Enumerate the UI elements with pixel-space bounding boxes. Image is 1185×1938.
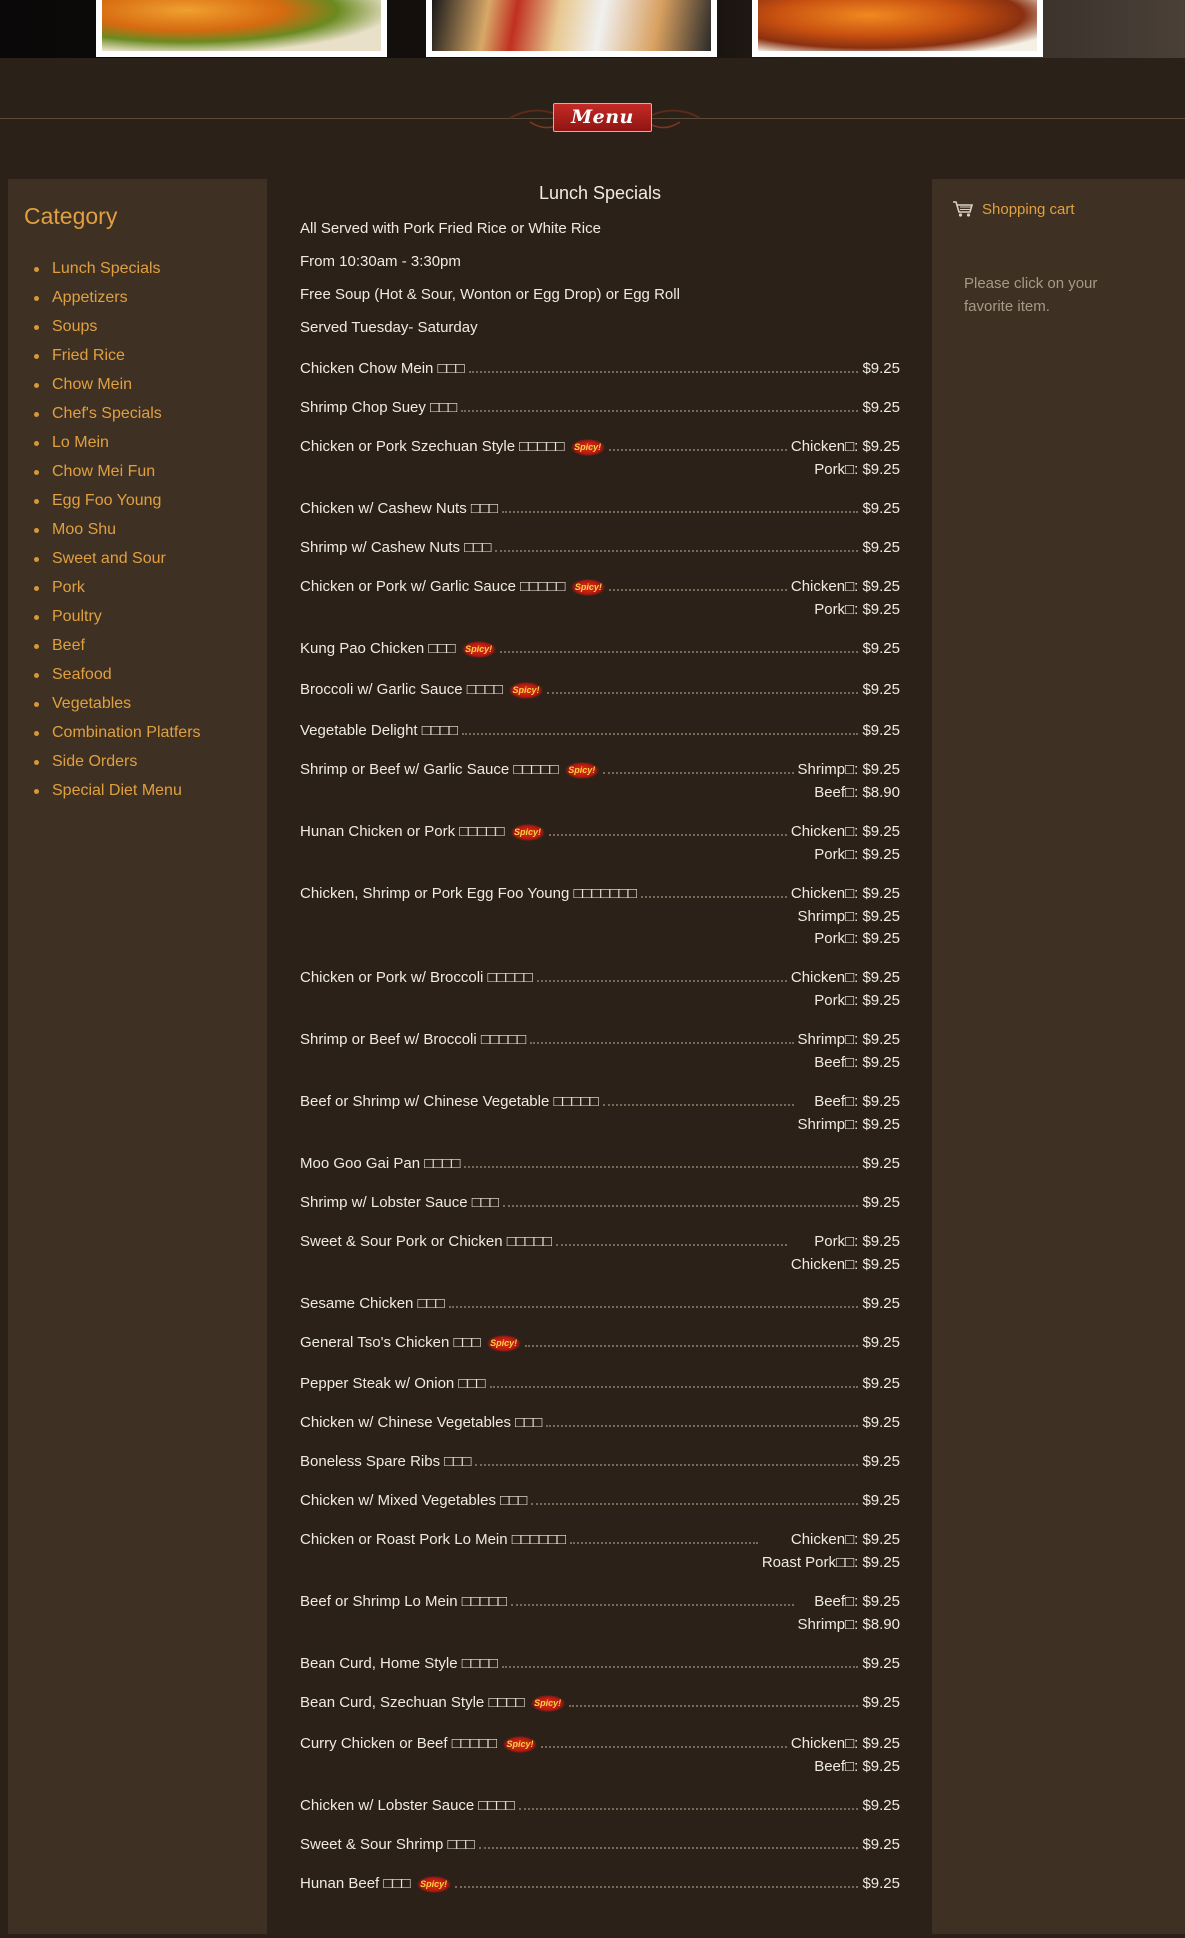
menu-item-name-wrap bbox=[300, 1231, 552, 1253]
menu-item-name-wrap bbox=[300, 1490, 527, 1512]
menu-item-row[interactable] bbox=[300, 498, 900, 537]
menu-item-price[interactable]: $9.25 bbox=[862, 1194, 900, 1211]
menu-item-prices bbox=[862, 358, 900, 381]
menu-item-price[interactable]: $9.25 bbox=[862, 722, 900, 739]
menu-item-row[interactable] bbox=[300, 1834, 900, 1873]
menu-item-name[interactable]: Broccoli w/ Garlic Sauce □□□□ bbox=[300, 681, 503, 698]
category-item[interactable]: Pork bbox=[32, 576, 201, 605]
menu-item-prices bbox=[862, 1332, 900, 1355]
menu-item-price[interactable]: $9.25 bbox=[862, 1655, 900, 1672]
dot-leader bbox=[464, 1153, 858, 1168]
menu-item-prices bbox=[862, 1692, 900, 1715]
menu-item-name[interactable]: Beef or Shrimp w/ Chinese Vegetable □□□□□ bbox=[300, 1093, 599, 1110]
menu-item-price[interactable]: $9.25 bbox=[862, 681, 900, 698]
menu-item-price[interactable]: Chicken□: $9.25 bbox=[790, 1531, 900, 1548]
spicy-badge-icon: Spicy! bbox=[509, 682, 543, 699]
dot-leader bbox=[461, 397, 858, 412]
menu-item-prices bbox=[791, 967, 900, 1012]
menu-item-price[interactable]: $9.25 bbox=[862, 1155, 900, 1172]
category-item[interactable]: Poultry bbox=[32, 605, 201, 634]
menu-item-prices bbox=[862, 1873, 900, 1896]
menu-item-row[interactable] bbox=[300, 537, 900, 576]
menu-item-name[interactable]: Chicken w/ Chinese Vegetables □□□ bbox=[300, 1414, 543, 1431]
menu-item-prices bbox=[798, 1029, 900, 1074]
menu-item-prices bbox=[862, 1412, 900, 1435]
menu-item-name-wrap bbox=[300, 1373, 486, 1395]
menu-item-price[interactable]: $9.25 bbox=[862, 360, 900, 377]
menu-item-row[interactable] bbox=[300, 1412, 900, 1451]
menu-item-price[interactable]: Pork□: $9.25 bbox=[814, 930, 900, 947]
intro-line: All Served with Pork Fried Rice or White Rice bbox=[300, 220, 601, 237]
menu-item-name[interactable]: Hunan Chicken or Pork □□□□□ bbox=[300, 823, 505, 840]
menu-main bbox=[275, 179, 930, 1934]
menu-item-price[interactable]: $9.25 bbox=[862, 1453, 900, 1470]
dot-leader bbox=[462, 720, 858, 735]
menu-item-price[interactable]: Chicken□: $9.25 bbox=[790, 823, 900, 840]
menu-item-name-wrap bbox=[300, 1029, 526, 1051]
menu-item-price[interactable]: Chicken□: $9.25 bbox=[790, 1735, 900, 1752]
category-item[interactable]: Special Diet Menu bbox=[32, 779, 201, 808]
menu-item-name[interactable]: Pepper Steak w/ Onion □□□ bbox=[300, 1375, 486, 1392]
menu-item-price[interactable]: $9.25 bbox=[862, 1492, 900, 1509]
spicy-badge-icon: Spicy! bbox=[565, 762, 599, 779]
intro-notes bbox=[300, 219, 680, 351]
menu-item-price[interactable]: Beef□: $9.25 bbox=[814, 1053, 900, 1071]
menu-item-price[interactable]: Roast Pork□□: $9.25 bbox=[761, 1553, 900, 1571]
menu-item-price[interactable]: Beef□: $9.25 bbox=[814, 1593, 900, 1610]
dot-leader bbox=[525, 1332, 859, 1347]
dot-leader bbox=[549, 821, 787, 836]
menu-item-price[interactable]: $9.25 bbox=[862, 1375, 900, 1392]
menu-item-name-wrap bbox=[300, 1591, 507, 1613]
menu-item-prices bbox=[798, 759, 900, 804]
menu-item-prices bbox=[862, 638, 900, 661]
menu-item-name-wrap bbox=[300, 1153, 460, 1175]
menu-item-name[interactable]: Kung Pao Chicken □□□ bbox=[300, 640, 456, 657]
category-item[interactable]: Chow Mei Fun bbox=[32, 460, 201, 489]
spicy-badge-icon: Spicy! bbox=[531, 1695, 565, 1712]
menu-item-name-wrap bbox=[300, 883, 637, 905]
menu-item-row[interactable] bbox=[300, 1873, 900, 1912]
menu-item-name[interactable]: Chicken w/ Mixed Vegetables □□□ bbox=[300, 1492, 528, 1509]
category-item[interactable]: Seafood bbox=[32, 663, 201, 692]
menu-item-name[interactable]: Vegetable Delight □□□□ bbox=[300, 722, 458, 739]
dot-leader bbox=[603, 1091, 794, 1106]
menu-item-name[interactable]: Bean Curd, Home Style □□□□ bbox=[300, 1655, 498, 1672]
menu-badge: Menu bbox=[553, 103, 652, 132]
dot-leader bbox=[502, 1653, 858, 1668]
menu-item-price[interactable]: Shrimp□: $9.25 bbox=[797, 1115, 900, 1133]
menu-item-name[interactable]: Chicken or Pork w/ Garlic Sauce □□□□□ bbox=[300, 578, 566, 595]
spicy-badge-icon: Spicy! bbox=[417, 1876, 451, 1893]
dot-leader bbox=[531, 1490, 858, 1505]
category-item[interactable]: Lo Mein bbox=[32, 431, 201, 460]
menu-item-prices bbox=[862, 1192, 900, 1215]
dot-leader bbox=[511, 1591, 794, 1606]
dot-leader bbox=[503, 1192, 859, 1207]
menu-item-name[interactable]: Shrimp or Beef w/ Garlic Sauce □□□□□ bbox=[300, 761, 559, 778]
menu-item-name[interactable]: Sweet & Sour Shrimp □□□ bbox=[300, 1836, 475, 1853]
menu-item-name-wrap bbox=[300, 1873, 451, 1895]
shopping-cart-panel bbox=[932, 179, 1185, 1934]
menu-item-name[interactable]: Beef or Shrimp Lo Mein □□□□□ bbox=[300, 1593, 508, 1610]
dot-leader bbox=[541, 1733, 787, 1748]
menu-item-name[interactable]: Chicken w/ Cashew Nuts □□□ bbox=[300, 500, 499, 517]
menu-item-row[interactable] bbox=[300, 967, 900, 1029]
menu-item-name[interactable]: Shrimp or Beef w/ Broccoli □□□□□ bbox=[300, 1031, 527, 1048]
menu-item-row[interactable] bbox=[300, 1373, 900, 1412]
menu-item-price[interactable]: Shrimp□: $9.25 bbox=[797, 907, 900, 925]
menu-item-price[interactable]: Chicken□: $9.25 bbox=[790, 885, 900, 902]
menu-item-row[interactable] bbox=[300, 1153, 900, 1192]
category-sidebar bbox=[8, 179, 267, 1934]
menu-item-prices bbox=[862, 1795, 900, 1818]
menu-item-price[interactable]: Beef□: $9.25 bbox=[814, 1757, 900, 1775]
menu-item-name-wrap bbox=[300, 1293, 445, 1315]
menu-item-name[interactable]: Shrimp w/ Cashew Nuts □□□ bbox=[300, 539, 492, 556]
menu-item-prices bbox=[791, 821, 900, 866]
menu-item-name[interactable]: Shrimp Chop Suey □□□ bbox=[300, 399, 458, 416]
menu-item-price[interactable]: $9.25 bbox=[862, 1334, 900, 1351]
menu-item-name-wrap bbox=[300, 576, 605, 598]
menu-item-row[interactable] bbox=[300, 883, 900, 967]
dot-leader bbox=[455, 1873, 859, 1888]
menu-item-row[interactable] bbox=[300, 1451, 900, 1490]
menu-item-row[interactable] bbox=[300, 1293, 900, 1332]
menu-item-name-wrap bbox=[300, 1834, 475, 1856]
menu-item-row[interactable] bbox=[300, 1692, 900, 1733]
dot-leader bbox=[530, 1029, 793, 1044]
dot-leader bbox=[519, 1795, 859, 1810]
spicy-badge-icon: Spicy! bbox=[511, 824, 545, 841]
photo-noodles bbox=[96, 0, 387, 57]
shopping-cart-title: Shopping cart bbox=[982, 200, 1075, 218]
menu-item-prices bbox=[862, 1451, 900, 1474]
menu-item-row[interactable] bbox=[300, 821, 900, 883]
menu-item-name[interactable]: Chicken or Pork w/ Broccoli □□□□□ bbox=[300, 969, 533, 986]
menu-item-prices bbox=[791, 883, 900, 951]
menu-item-name[interactable]: Hunan Beef □□□ bbox=[300, 1875, 411, 1892]
section-title: Lunch Specials bbox=[538, 183, 662, 203]
menu-item-prices bbox=[791, 1733, 900, 1778]
category-list bbox=[32, 257, 201, 808]
menu-item-price[interactable]: Shrimp□: $9.25 bbox=[797, 761, 900, 778]
menu-item-price[interactable]: Beef□: $8.90 bbox=[814, 783, 900, 801]
dot-leader bbox=[569, 1692, 859, 1707]
intro-line: Free Soup (Hot & Sour, Wonton or Egg Drop) or Egg Roll bbox=[300, 286, 680, 303]
menu-item-prices bbox=[762, 1529, 900, 1574]
category-item[interactable]: Vegetables bbox=[32, 692, 201, 721]
menu-item-name[interactable]: Shrimp w/ Lobster Sauce □□□ bbox=[300, 1194, 499, 1211]
dot-leader bbox=[479, 1834, 859, 1849]
menu-item-name[interactable]: Boneless Spare Ribs □□□ bbox=[300, 1453, 472, 1470]
menu-item-prices bbox=[862, 720, 900, 743]
menu-item-prices bbox=[791, 436, 900, 481]
menu-item-row[interactable] bbox=[300, 576, 900, 638]
menu-item-row[interactable] bbox=[300, 397, 900, 436]
dot-leader bbox=[500, 638, 859, 653]
photo-chicken bbox=[752, 0, 1043, 57]
menu-item-row[interactable] bbox=[300, 1192, 900, 1231]
menu-item-price[interactable]: Pork□: $9.25 bbox=[814, 460, 900, 478]
menu-item-name-wrap bbox=[300, 1653, 498, 1675]
menu-item-price[interactable]: Pork□: $9.25 bbox=[814, 1233, 900, 1250]
dot-leader bbox=[556, 1231, 787, 1246]
photo-egg-rolls bbox=[426, 0, 717, 57]
dot-leader bbox=[449, 1293, 859, 1308]
dot-leader bbox=[609, 436, 787, 451]
menu-item-price[interactable]: $9.25 bbox=[862, 539, 900, 556]
menu-item-name-wrap bbox=[300, 1529, 566, 1551]
menu-item-price[interactable]: Pork□: $9.25 bbox=[814, 845, 900, 863]
category-item[interactable]: Sweet and Sour bbox=[32, 547, 201, 576]
menu-item-name-wrap bbox=[300, 1795, 515, 1817]
menu-item-row[interactable] bbox=[300, 358, 900, 397]
menu-item-price[interactable]: $9.25 bbox=[862, 1797, 900, 1814]
menu-item-price[interactable]: $9.25 bbox=[862, 1875, 900, 1892]
menu-item-name[interactable]: Chicken w/ Lobster Sauce □□□□ bbox=[300, 1797, 515, 1814]
category-item[interactable]: Side Orders bbox=[32, 750, 201, 779]
dot-leader bbox=[502, 498, 858, 513]
menu-item-price[interactable]: Pork□: $9.25 bbox=[814, 600, 900, 618]
menu-item-prices bbox=[862, 537, 900, 560]
menu-item-name-wrap bbox=[300, 967, 533, 989]
menu-item-name-wrap bbox=[300, 358, 465, 380]
menu-item-prices bbox=[862, 1834, 900, 1857]
menu-item-list bbox=[300, 358, 900, 1912]
menu-item-name[interactable]: Chicken Chow Mein □□□ bbox=[300, 360, 465, 377]
menu-item-prices bbox=[862, 679, 900, 702]
shopping-cart-header[interactable] bbox=[952, 200, 1075, 218]
menu-item-prices bbox=[791, 1231, 900, 1276]
dot-leader bbox=[469, 358, 859, 373]
menu-item-name[interactable]: General Tso's Chicken □□□ bbox=[300, 1334, 481, 1351]
menu-item-name-wrap bbox=[300, 1091, 599, 1113]
category-item[interactable]: Fried Rice bbox=[32, 344, 201, 373]
menu-item-row[interactable] bbox=[300, 1029, 900, 1091]
menu-item-name-wrap bbox=[300, 1192, 499, 1214]
menu-item-name-wrap bbox=[300, 1332, 521, 1354]
menu-item-name-wrap bbox=[300, 1451, 471, 1473]
menu-item-price[interactable]: Pork□: $9.25 bbox=[814, 991, 900, 1009]
category-item[interactable]: Soups bbox=[32, 315, 201, 344]
menu-item-row[interactable] bbox=[300, 1490, 900, 1529]
menu-item-price[interactable]: Chicken□: $9.25 bbox=[790, 969, 900, 986]
menu-item-name-wrap bbox=[300, 821, 545, 843]
menu-item-price[interactable]: $9.25 bbox=[862, 399, 900, 416]
spicy-badge-icon: Spicy! bbox=[503, 1736, 537, 1753]
spicy-badge-icon: Spicy! bbox=[571, 579, 605, 596]
category-item[interactable]: Egg Foo Young bbox=[32, 489, 201, 518]
menu-item-price[interactable]: Chicken□: $9.25 bbox=[790, 578, 900, 595]
menu-item-name[interactable]: Moo Goo Gai Pan □□□□ bbox=[300, 1155, 461, 1172]
menu-item-name[interactable]: Sesame Chicken □□□ bbox=[300, 1295, 445, 1312]
menu-item-price[interactable]: $9.25 bbox=[862, 1295, 900, 1312]
dot-leader bbox=[547, 679, 858, 694]
menu-item-row[interactable] bbox=[300, 1332, 900, 1373]
menu-item-row[interactable] bbox=[300, 1795, 900, 1834]
menu-item-name-wrap bbox=[300, 638, 496, 660]
menu-item-row[interactable] bbox=[300, 436, 900, 498]
dot-leader bbox=[475, 1451, 858, 1466]
dot-leader bbox=[570, 1529, 758, 1544]
dot-leader bbox=[537, 967, 787, 982]
dot-leader bbox=[641, 883, 787, 898]
menu-item-name[interactable]: Chicken, Shrimp or Pork Egg Foo Young □□□□□□□ bbox=[300, 885, 637, 902]
intro-line: From 10:30am - 3:30pm bbox=[300, 253, 461, 270]
menu-item-prices bbox=[862, 1373, 900, 1396]
menu-item-prices bbox=[791, 576, 900, 621]
menu-item-name-wrap bbox=[300, 498, 498, 520]
menu-item-price[interactable]: Beef□: $9.25 bbox=[814, 1093, 900, 1110]
menu-item-row[interactable] bbox=[300, 1091, 900, 1153]
menu-item-row[interactable] bbox=[300, 720, 900, 759]
menu-item-row[interactable] bbox=[300, 1733, 900, 1795]
category-item[interactable]: Moo Shu bbox=[32, 518, 201, 547]
dot-leader bbox=[546, 1412, 858, 1427]
menu-item-price[interactable]: $9.25 bbox=[862, 500, 900, 517]
spicy-badge-icon: Spicy! bbox=[487, 1335, 521, 1352]
menu-item-price[interactable]: Shrimp□: $9.25 bbox=[797, 1031, 900, 1048]
category-item[interactable]: Chef's Specials bbox=[32, 402, 201, 431]
menu-item-prices bbox=[862, 397, 900, 420]
menu-item-name-wrap bbox=[300, 1412, 542, 1434]
menu-item-price[interactable]: $9.25 bbox=[862, 1414, 900, 1431]
menu-item-row[interactable] bbox=[300, 638, 900, 679]
menu-item-prices bbox=[798, 1091, 900, 1136]
category-item[interactable]: Chow Mein bbox=[32, 373, 201, 402]
menu-item-row[interactable] bbox=[300, 679, 900, 720]
menu-item-name[interactable]: Sweet & Sour Pork or Chicken □□□□□ bbox=[300, 1233, 553, 1250]
menu-item-name-wrap bbox=[300, 1692, 565, 1714]
cart-icon bbox=[952, 200, 974, 218]
menu-item-price[interactable]: Chicken□: $9.25 bbox=[790, 1255, 900, 1273]
dot-leader bbox=[609, 576, 786, 591]
menu-item-prices bbox=[862, 1490, 900, 1513]
category-title: Category bbox=[24, 203, 118, 229]
dot-leader bbox=[495, 537, 858, 552]
category-item[interactable]: Combination Platfers bbox=[32, 721, 201, 750]
menu-item-prices bbox=[862, 1153, 900, 1176]
dot-leader bbox=[603, 759, 794, 774]
menu-item-prices bbox=[862, 1293, 900, 1316]
menu-item-name-wrap bbox=[300, 759, 599, 781]
menu-item-name[interactable]: Curry Chicken or Beef □□□□□ bbox=[300, 1735, 498, 1752]
menu-item-price[interactable]: $9.25 bbox=[862, 1836, 900, 1853]
menu-item-prices bbox=[798, 1591, 900, 1636]
menu-item-price[interactable]: Chicken□: $9.25 bbox=[790, 438, 900, 455]
menu-item-price[interactable]: Shrimp□: $8.90 bbox=[797, 1615, 900, 1633]
menu-item-name[interactable]: Chicken or Pork Szechuan Style □□□□□ bbox=[300, 438, 565, 455]
category-item[interactable]: Appetizers bbox=[32, 286, 201, 315]
menu-item-price[interactable]: $9.25 bbox=[862, 1694, 900, 1711]
menu-item-row[interactable] bbox=[300, 1529, 900, 1591]
category-item[interactable]: Beef bbox=[32, 634, 201, 663]
menu-item-prices bbox=[862, 498, 900, 521]
menu-item-name-wrap bbox=[300, 1733, 537, 1755]
menu-item-name-wrap bbox=[300, 397, 457, 419]
spicy-badge-icon: Spicy! bbox=[462, 641, 496, 658]
menu-item-row[interactable] bbox=[300, 1231, 900, 1293]
spicy-badge-icon: Spicy! bbox=[571, 439, 605, 456]
menu-item-row[interactable] bbox=[300, 759, 900, 821]
dot-leader bbox=[490, 1373, 859, 1388]
menu-item-name[interactable]: Chicken or Roast Pork Lo Mein □□□□□□ bbox=[300, 1531, 567, 1548]
category-item[interactable]: Lunch Specials bbox=[32, 257, 201, 286]
menu-item-name-wrap bbox=[300, 436, 605, 458]
menu-item-name-wrap bbox=[300, 720, 458, 742]
menu-item-name-wrap bbox=[300, 679, 543, 701]
menu-item-row[interactable] bbox=[300, 1591, 900, 1653]
menu-item-price[interactable]: $9.25 bbox=[862, 640, 900, 657]
menu-item-prices bbox=[862, 1653, 900, 1676]
food-photo-strip bbox=[0, 0, 1185, 58]
menu-item-name-wrap bbox=[300, 537, 491, 559]
intro-line: Served Tuesday- Saturday bbox=[300, 319, 478, 336]
menu-item-row[interactable] bbox=[300, 1653, 900, 1692]
cart-empty-message: Please click on your favorite item. bbox=[964, 275, 1098, 315]
menu-item-name[interactable]: Bean Curd, Szechuan Style □□□□ bbox=[300, 1694, 525, 1711]
